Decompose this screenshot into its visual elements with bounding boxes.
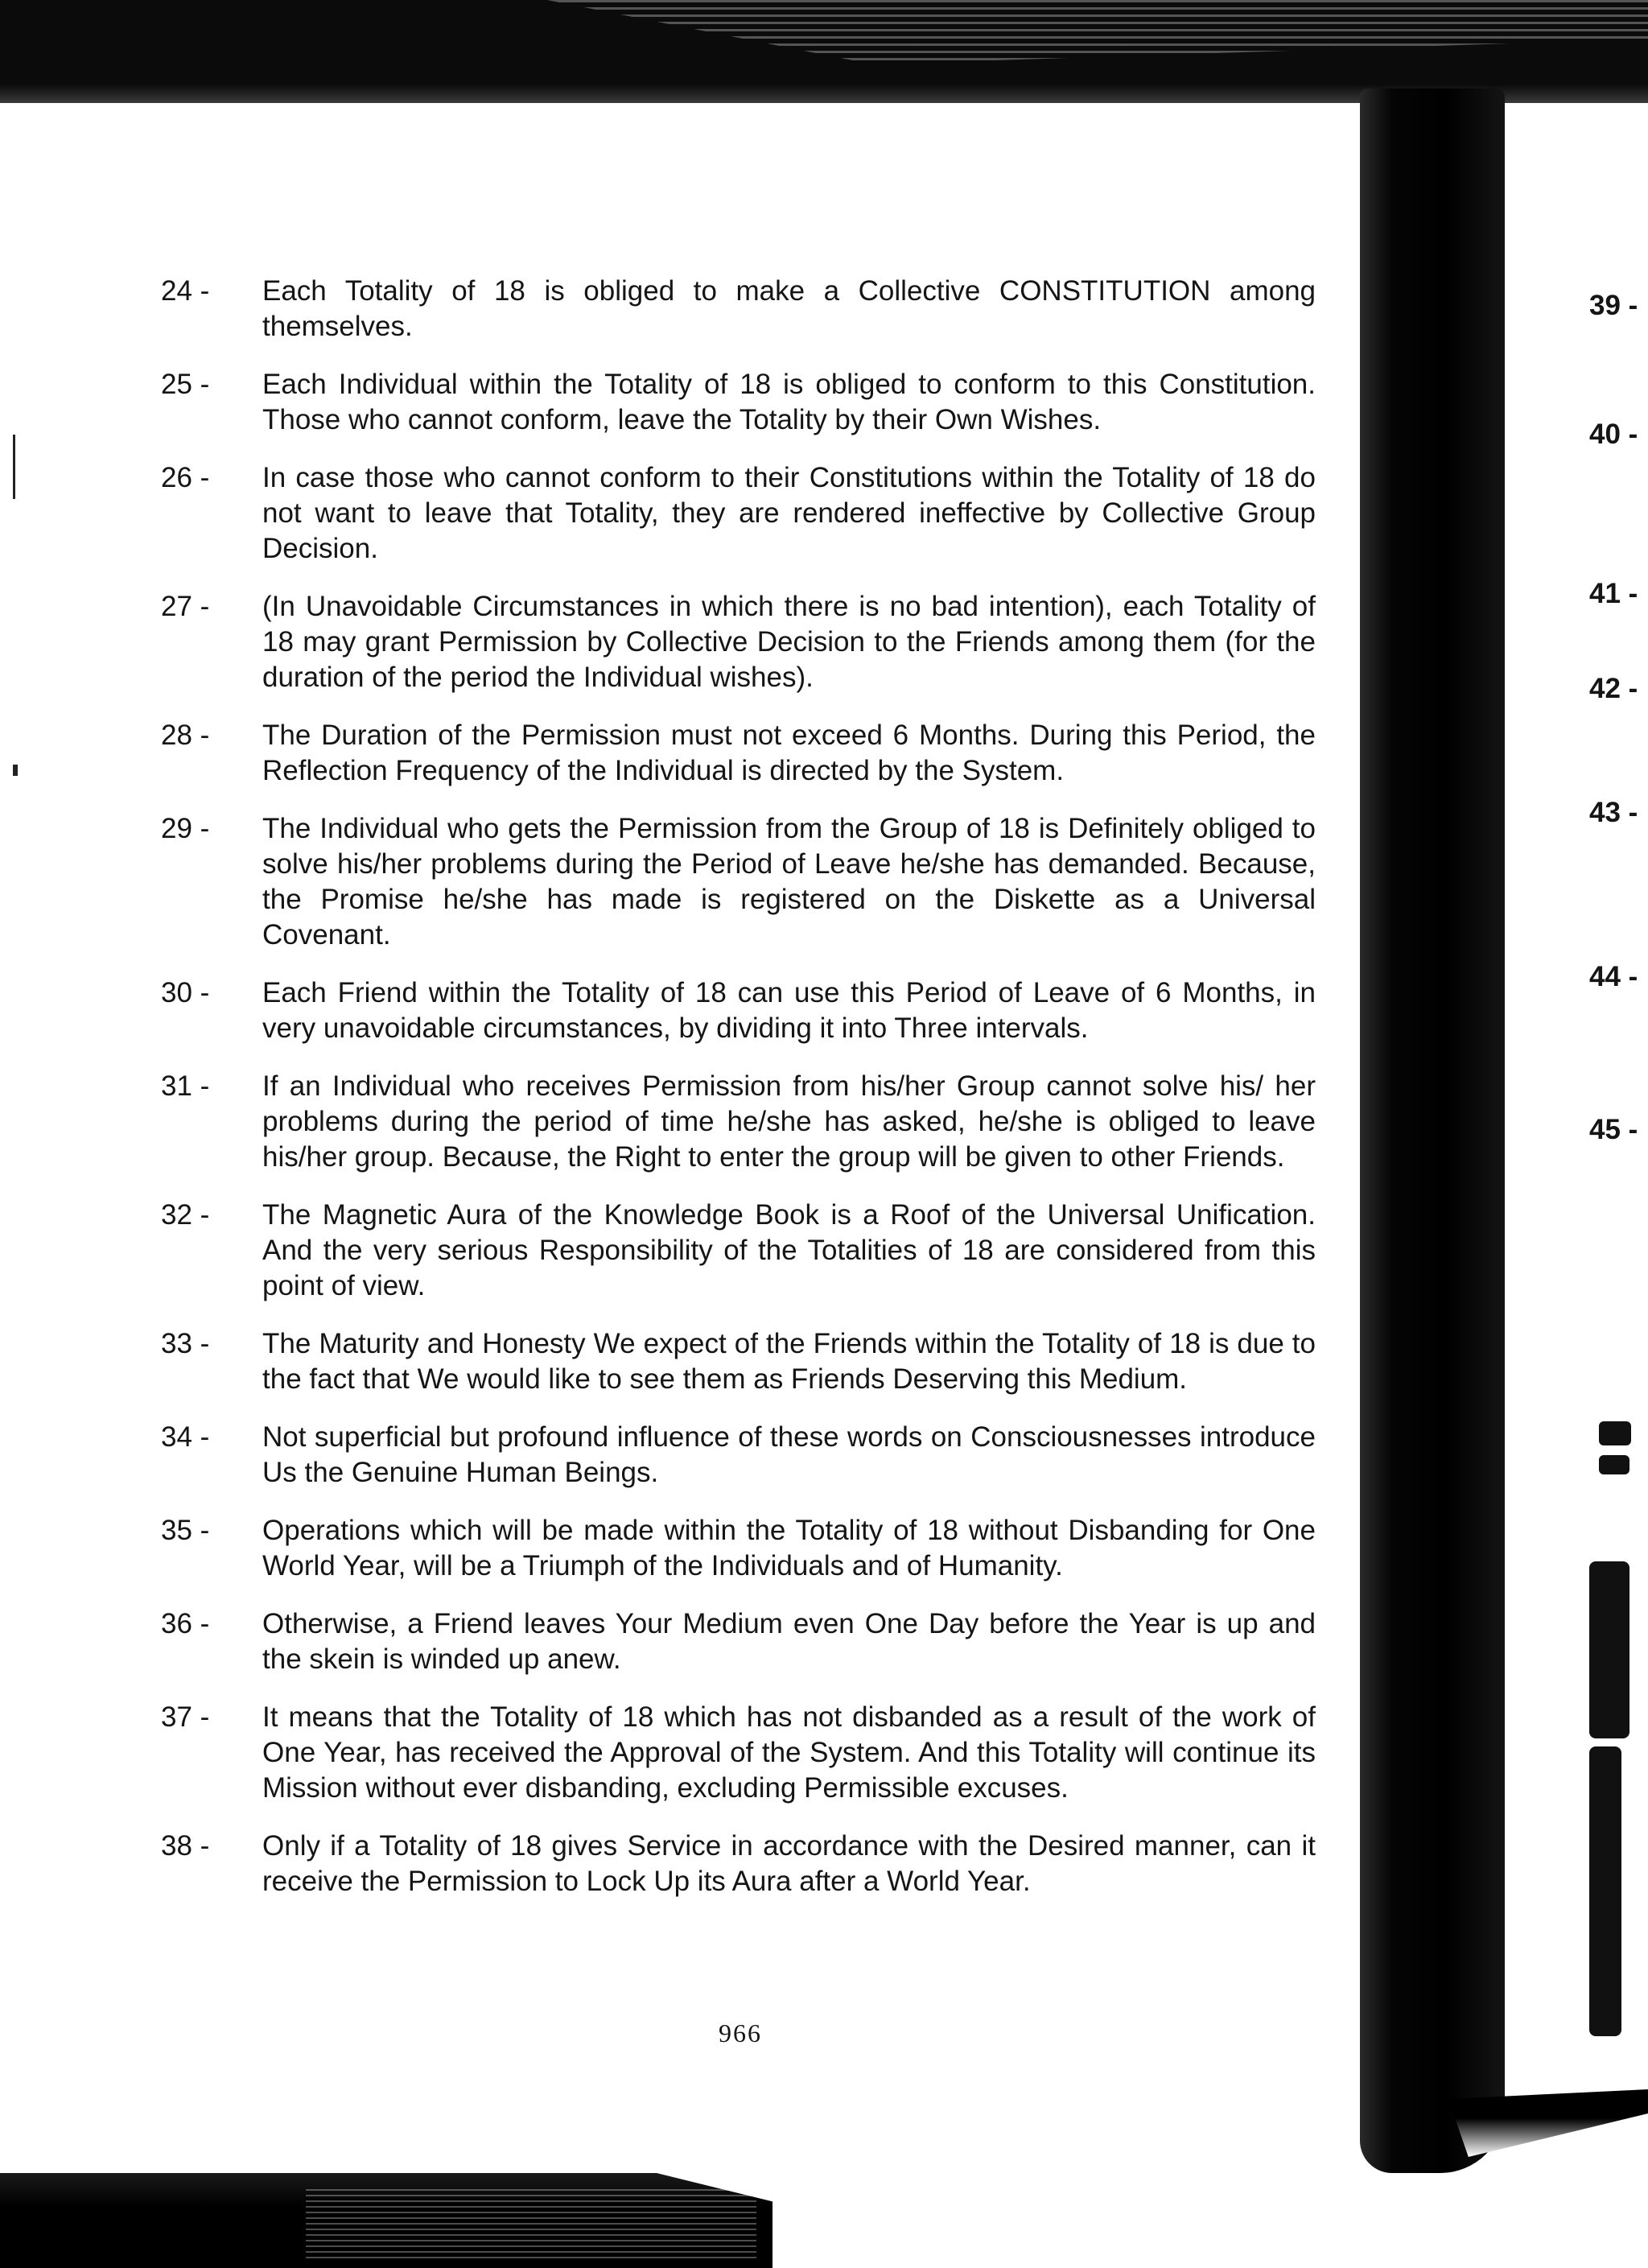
list-item [161, 1069, 1316, 1175]
book-spine-shadow [1360, 89, 1505, 2173]
list-item [161, 1513, 1316, 1584]
item-number: 35 - [161, 1515, 210, 1546]
item-number: 34 - [161, 1421, 210, 1453]
item-text: The Magnetic Aura of the Knowledge Book is a Roof of the Universal Unification. And the very serious Responsibility of the Totalities of 18 are considered from this point of view. [262, 1199, 1316, 1301]
item-text: The Individual who gets the Permission from the Group of 18 is Definitely obliged to solve his/her problems during the Period of Leave he/she has demanded. Because, the Promise he/she has made is registered on the Diskette as a Universal Covenant. [262, 813, 1316, 950]
item-number: 28 - [161, 720, 210, 751]
item-text: Not superficial but profound influence of these words on Consciousnesses introduce Us the Genuine Human Beings. [262, 1421, 1316, 1488]
list-item [161, 811, 1316, 953]
list-item [161, 1326, 1316, 1397]
scan-shadow-top [0, 0, 1648, 103]
list-item [161, 589, 1316, 695]
list-item [161, 1606, 1316, 1677]
item-number: 33 - [161, 1328, 210, 1359]
item-text: Otherwise, a Friend leaves Your Medium even One Day before the Year is up and the skein is winded up anew. [262, 1608, 1316, 1675]
list-item [161, 1829, 1316, 1899]
item-number: 37 - [161, 1701, 210, 1733]
item-text: The Duration of the Permission must not exceed 6 Months. During this Period, the Reflection Frequency of the Individual is directed by the System. [262, 720, 1316, 786]
item-text: The Maturity and Honesty We expect of the Friends within the Totality of 18 is due to the fact that We would like to see them as Friends Deserving this Medium. [262, 1328, 1316, 1395]
facing-page-number: 44 - [1589, 961, 1638, 992]
item-text: Operations which will be made within the Totality of 18 without Disbanding for One World Year, will be a Triumph of the Individuals and of Humanity. [262, 1515, 1316, 1581]
page-number: 966 [719, 2019, 762, 2047]
margin-mark [13, 435, 15, 499]
item-number: 25 - [161, 369, 210, 400]
item-number: 29 - [161, 813, 210, 844]
document-body [161, 274, 1316, 1922]
facing-page-number: 45 - [1589, 1114, 1638, 1145]
item-text: Each Totality of 18 is obliged to make a Collective CONSTITUTION among themselves. [262, 275, 1316, 342]
item-text: Each Friend within the Totality of 18 can use this Period of Leave of 6 Months, in very unavoidable circumstances, by dividing it into Three intervals. [262, 977, 1316, 1044]
facing-page-number: 39 - [1589, 290, 1638, 321]
list-item [161, 1700, 1316, 1806]
scan-shadow-bottom [0, 2173, 772, 2268]
facing-page-text-fragment [1599, 1421, 1631, 1445]
list-item [161, 718, 1316, 789]
facing-page-number: 40 - [1589, 419, 1638, 450]
item-text: Only if a Totality of 18 gives Service in accordance with the Desired manner, can it receive the Permission to Lock Up its Aura after a World Year. [262, 1830, 1316, 1897]
list-item [161, 1198, 1316, 1304]
item-number: 30 - [161, 977, 210, 1008]
facing-page-margin [1589, 0, 1648, 2268]
item-number: 31 - [161, 1070, 210, 1102]
item-number: 26 - [161, 462, 210, 493]
list-item [161, 1420, 1316, 1491]
list-item [161, 274, 1316, 344]
item-number: 32 - [161, 1199, 210, 1231]
list-item [161, 460, 1316, 567]
facing-page-text-fragment [1599, 1455, 1629, 1474]
list-item [161, 367, 1316, 438]
item-text: In case those who cannot conform to their Constitutions within the Totality of 18 do not want to leave that Totality, they are rendered ineffective by Collective Group Decision. [262, 462, 1316, 564]
facing-page-text-fragment [1589, 1746, 1621, 2036]
item-text: (In Unavoidable Circumstances in which there is no bad intention), each Totality of 18 may grant Permission by Collective Decision to the Friends among them (for the duration of the period the Individual wishes). [262, 591, 1316, 693]
item-number: 36 - [161, 1608, 210, 1639]
item-text: Each Individual within the Totality of 18 is obliged to conform to this Constitution. Those who cannot conform, leave the Totality by their Own Wishes. [262, 369, 1316, 435]
item-text: It means that the Totality of 18 which has not disbanded as a result of the work of One Year, has received the Approval of the System. And this Totality will continue its Mission without ever disbanding, excluding Permissible excuses. [262, 1701, 1316, 1804]
margin-mark [13, 765, 18, 776]
list-item [161, 975, 1316, 1046]
facing-page-number: 42 - [1589, 673, 1638, 704]
item-number: 38 - [161, 1830, 210, 1862]
facing-page-number: 43 - [1589, 797, 1638, 828]
item-number: 27 - [161, 591, 210, 622]
item-text: If an Individual who receives Permission from his/her Group cannot solve his/ her problems during the period of time he/she has asked, he/she is obliged to leave his/her group. Because, the Right to enter the group will be given to other Friends. [262, 1070, 1316, 1173]
facing-page-number: 41 - [1589, 578, 1638, 609]
item-number: 24 - [161, 275, 210, 307]
facing-page-text-fragment [1589, 1561, 1629, 1738]
